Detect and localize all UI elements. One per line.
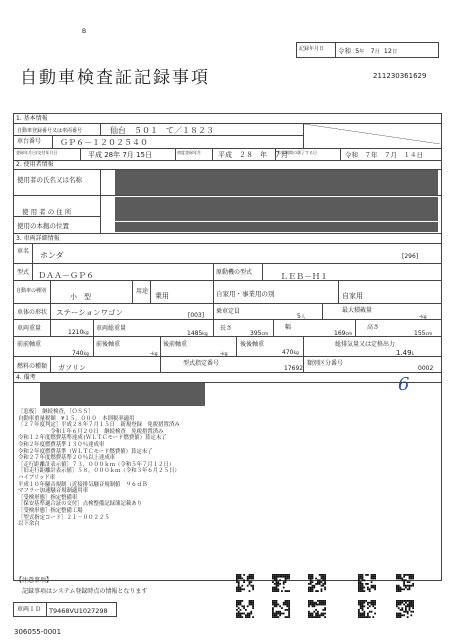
body-value: ステーションワゴン — [56, 308, 124, 317]
front-rear-axle-value: -kg — [150, 350, 158, 357]
model-value: ＤＡＡ－ＧＰ６ — [38, 271, 94, 280]
capacity-value: 5人 — [297, 313, 306, 320]
rear-front-axle-label: 後前軸重 — [163, 341, 188, 348]
expiry-value: 令和 ７年 ７月 １４日 — [345, 151, 423, 159]
qr-code — [308, 574, 326, 592]
remark-line: 令和１年６月２０日 継続検査 免税措置済み — [18, 428, 164, 435]
maker-code: [296] — [402, 253, 419, 260]
base-location-label: 使用の本拠の位置 — [17, 222, 69, 230]
remark-line: ［走行距離計表示値］７３，０００ｋｍ（令和５年７月１２日） — [18, 461, 175, 468]
qr-code — [272, 574, 290, 592]
displacement-value: 1.49L — [396, 349, 415, 357]
record-date-value: 令和 5年 7月 12日 — [338, 47, 398, 55]
handwritten-mark: 6 — [398, 374, 410, 395]
weight-value: 1210kg — [68, 329, 89, 336]
business-label: 自家用・事業用の別 — [216, 290, 275, 298]
front-front-axle-label: 前前軸重 — [17, 341, 42, 348]
length-label: 長さ — [220, 325, 233, 332]
front-front-axle-value: 740kg — [72, 350, 89, 357]
vehicle-id-value: T9468VU1027298 — [49, 607, 108, 615]
engine-value: ＬＥＢ－Ｈ１ — [280, 272, 328, 281]
remark-line: 以下余白 — [18, 521, 40, 528]
qr-code — [308, 600, 326, 618]
redacted-base-location — [115, 222, 438, 232]
class-number-value: 0002 — [418, 365, 434, 372]
redacted-remarks — [40, 383, 205, 406]
section3-heading: 3. 車両詳細情報 — [16, 235, 60, 242]
notes-heading: 【注意事項】 — [16, 577, 53, 584]
remark-line: ［旧走行距離計表示値］５８，０００ｋｍ（令和３年６月２５日） — [18, 468, 180, 475]
remark-line: ［２７年度判定］平成２８年７月１５日 新規登録 免税措置済み — [18, 422, 180, 429]
front-rear-axle-label: 前後軸重 — [96, 341, 121, 348]
series-mark: B — [82, 28, 87, 35]
reg-number-label: 自動車登録番号又は車両番号 — [17, 128, 83, 134]
user-address-label: 使 用 者 の 住 所 — [22, 208, 72, 216]
remark-line: 自動車重量税額 ¥１５，０００ 本則税率適用 — [18, 415, 135, 422]
remark-line: 令和２７年度燃費基準２０％以上達成車 — [18, 455, 116, 462]
remark-line: ［型式指定コード］２１－００２２５ — [18, 514, 110, 521]
chassis-label: 車台番号 — [17, 138, 42, 145]
body-label: 車体の形状 — [17, 309, 48, 316]
capacity-label: 乗車定員 — [216, 308, 241, 315]
gross-weight-value: 1485kg — [187, 330, 208, 337]
width-label: 幅 — [285, 324, 292, 331]
remark-line: ［受検形態］指定整備工場 — [18, 507, 83, 514]
maker-value: ホンダ — [40, 251, 64, 260]
gross-weight-label: 車両総重量 — [96, 325, 127, 332]
section2-heading: 2. 使用者情報 — [16, 161, 54, 168]
height-value: 155cm — [414, 330, 433, 337]
rear-rear-axle-label: 後後軸重 — [240, 341, 265, 348]
max-load-value: -kg — [419, 313, 427, 320]
document-number: 211230361629 — [373, 72, 427, 80]
strike-mark — [304, 124, 440, 144]
max-load-label: 最大積載量 — [342, 307, 373, 314]
first-reg-label: 登録年月日/交付年月日 — [16, 150, 58, 155]
vehicle-type-label: 自動車の種別 — [16, 288, 47, 294]
qr-code — [358, 600, 376, 618]
reg-number-value: 仙台 ５０１ て／１８２３ — [110, 126, 214, 135]
remark-line: 令和２年度燃費基準１３０％達成車 — [18, 441, 105, 448]
document-title: 自動車検査証記録事項 — [20, 68, 210, 88]
rear-front-axle-value: -kg — [220, 350, 228, 357]
qr-code — [236, 600, 254, 618]
vehicle-id-label: 車両ＩＤ — [17, 606, 42, 613]
remark-line: ［窓板］ 継続検査，［ＯＳＳ］ — [18, 409, 94, 415]
qr-code — [396, 574, 414, 592]
user-name-label: 使用者の氏名又は名称 — [17, 176, 82, 184]
use-value: 乗用 — [155, 292, 169, 300]
first-year-label: 初度登録年月 — [177, 150, 201, 155]
vehicle-type-value: 小 型 — [70, 293, 91, 301]
qr-code — [272, 600, 290, 618]
business-value: 自家用 — [342, 292, 363, 300]
remark-line: ［受検形態］指定整備車 — [18, 494, 78, 501]
redacted-user-name — [115, 170, 438, 195]
displacement-label: 総排気量又は定格出力 — [335, 341, 396, 348]
chassis-value: ＧＰ６－１２０２５４０ — [60, 138, 148, 147]
fuel-value: ガソリン — [58, 364, 86, 372]
form-code: 306055-0001 — [14, 628, 62, 636]
spec-number-label: 型式指定番号 — [183, 360, 220, 367]
width-value: 169cm — [334, 330, 353, 337]
remark-line: ハイブリッド車 — [18, 474, 56, 481]
rear-rear-axle-value: 470kg — [282, 349, 299, 356]
qr-code — [236, 574, 254, 592]
remark-line: ［保安基準適合証の交付］点検整備記録簿記載あり — [18, 501, 142, 508]
qr-code — [396, 600, 414, 618]
class-number-label: 類別区分番号 — [307, 360, 344, 367]
remark-line: マフラー加速騒音規制適用車 — [18, 488, 89, 495]
notes-text: 記録事項はシステム登録時点の情報となります — [22, 588, 148, 595]
height-label: 高さ — [367, 324, 380, 331]
remark-line: 令和１２年度燃費基準達成(ＷＬＴＣモード燃費値）算定未了 — [18, 435, 167, 442]
section1-heading: 1. 基本情報 — [16, 115, 48, 122]
expiry-label: 有効期間の満了する日 — [277, 150, 317, 155]
remarks-list — [18, 409, 180, 528]
redacted-user-address — [115, 197, 438, 221]
engine-label: 原動機の型式 — [216, 269, 253, 276]
use-label: 用途 — [136, 288, 149, 295]
qr-code — [358, 574, 376, 592]
weight-label: 車両重量 — [17, 325, 42, 332]
remark-line: 令和２年度燃費基準（ＷＬＴＣモード燃費値）算定未了 — [18, 448, 153, 455]
remark-line: 平成１０年騒音規制（近接排気騒音規制値 ９６ｄＢ — [18, 481, 148, 488]
first-reg-value: 平成 28年 7月 15日 — [88, 151, 152, 159]
length-value: 395cm — [250, 330, 269, 337]
record-date-label: 記録年月日 — [299, 46, 325, 52]
spec-number-value: 17692 — [284, 365, 304, 372]
section4-heading: 4. 備考 — [16, 374, 36, 381]
model-label: 型式 — [17, 269, 30, 276]
body-code: [003] — [188, 312, 205, 319]
first-year-value: 平成 ２８ 年 ７月 — [218, 151, 288, 159]
fuel-label: 燃料の種類 — [17, 363, 48, 370]
maker-label: 車名 — [17, 248, 30, 255]
